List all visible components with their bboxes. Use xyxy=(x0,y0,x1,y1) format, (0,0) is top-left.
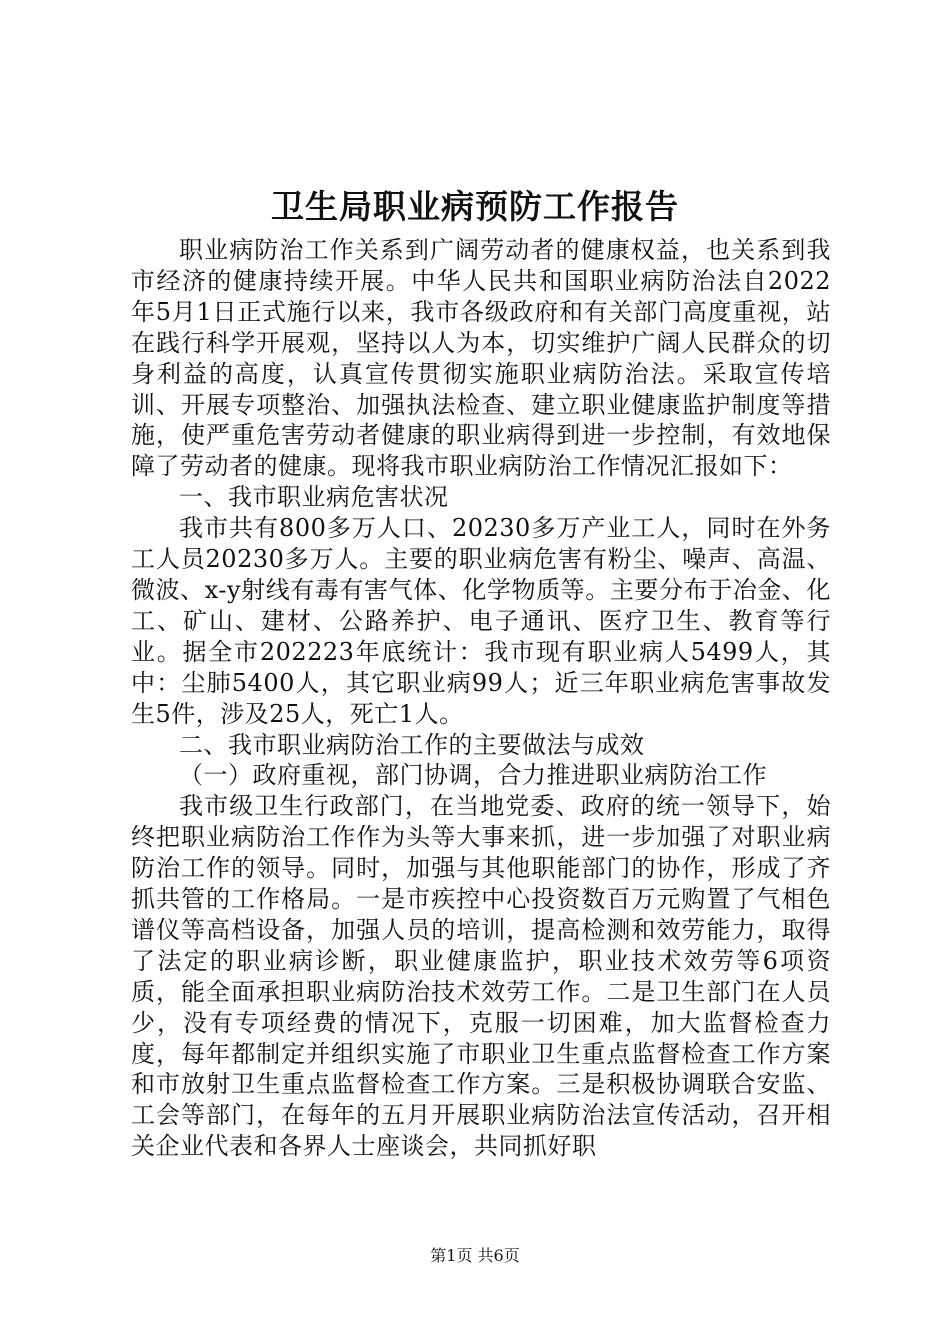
section-heading-2: 二、我市职业病防治工作的主要做法与成效 xyxy=(179,730,645,759)
paragraph-intro: 职业病防治工作关系到广阔劳动者的健康权益，也关系到我市经济的健康持续开展。中华人民共和国职业病防治法自2022年5月1日正式施行以来，我市各级政府和有关部门高度重视，站在践行科学开展观，坚持以人为本，切实维护广阔人民群众的切身利益的高度，认真宣传贯彻实施职业病防治法。采取宣传培训、开展专项整治、加强执法检查、建立职业健康监护制度等措施，使严重危害劳动者健康的职业病得到进一步控制，有效地保障了劳动者的健康。现将我市职业病防治工作情况汇报如下： xyxy=(131,236,831,481)
page-number: 第1页 共6页 xyxy=(430,1246,520,1265)
paragraph-government-measures: 我市级卫生行政部门，在当地党委、政府的统一领导下，始终把职业病防治工作作为头等大事来抓，进一步加强了对职业病防治工作的领导。同时，加强与其他职能部门的协作，形成了齐抓共管的工作格局。一是市疾控中心投资数百万元购置了气相色谱仪等高档设备，加强人员的培训，提高检测和效劳能力，取得了法定的职业病诊断，职业健康监护，职业技术效劳等6项资质，能全面承担职业病防治技术效劳工作。二是卫生部门在人员少，没有专项经费的情况下，克服一切困难，加大监督检查力度，每年都制定并组织实施了市职业卫生重点监督检查工作方案和市放射卫生重点监督检查工作方案。三是积极协调联合安监、工会等部门，在每年的五月开展职业病防治法宣传活动，召开相关企业代表和各界人士座谈会，共同抓好职 xyxy=(131,792,831,1161)
subsection-heading-1: （一）政府重视，部门协调，合力推进职业病防治工作 xyxy=(179,761,767,790)
document-title: 卫生局职业病预防工作报告 xyxy=(271,187,679,226)
paragraph-hazard-status: 我市共有800多万人口、20230多万产业工人，同时在外务工人员20230多万人。主要的职业病危害有粉尘、噪声、高温、微波、x-y射线有毒有害气体、化学物质等。主要分布于冶金、化工、矿山、建材、公路养护、电子通讯、医疗卫生、教育等行业。据全市202223年底统计：我市现有职业病人5499人，其中：尘肺5400人，其它职业病99人；近三年职业病危害事故发生5件，涉及25人，死亡1人。 xyxy=(131,514,831,728)
section-heading-1: 一、我市职业病危害状况 xyxy=(179,483,449,512)
document-body xyxy=(131,235,831,1162)
